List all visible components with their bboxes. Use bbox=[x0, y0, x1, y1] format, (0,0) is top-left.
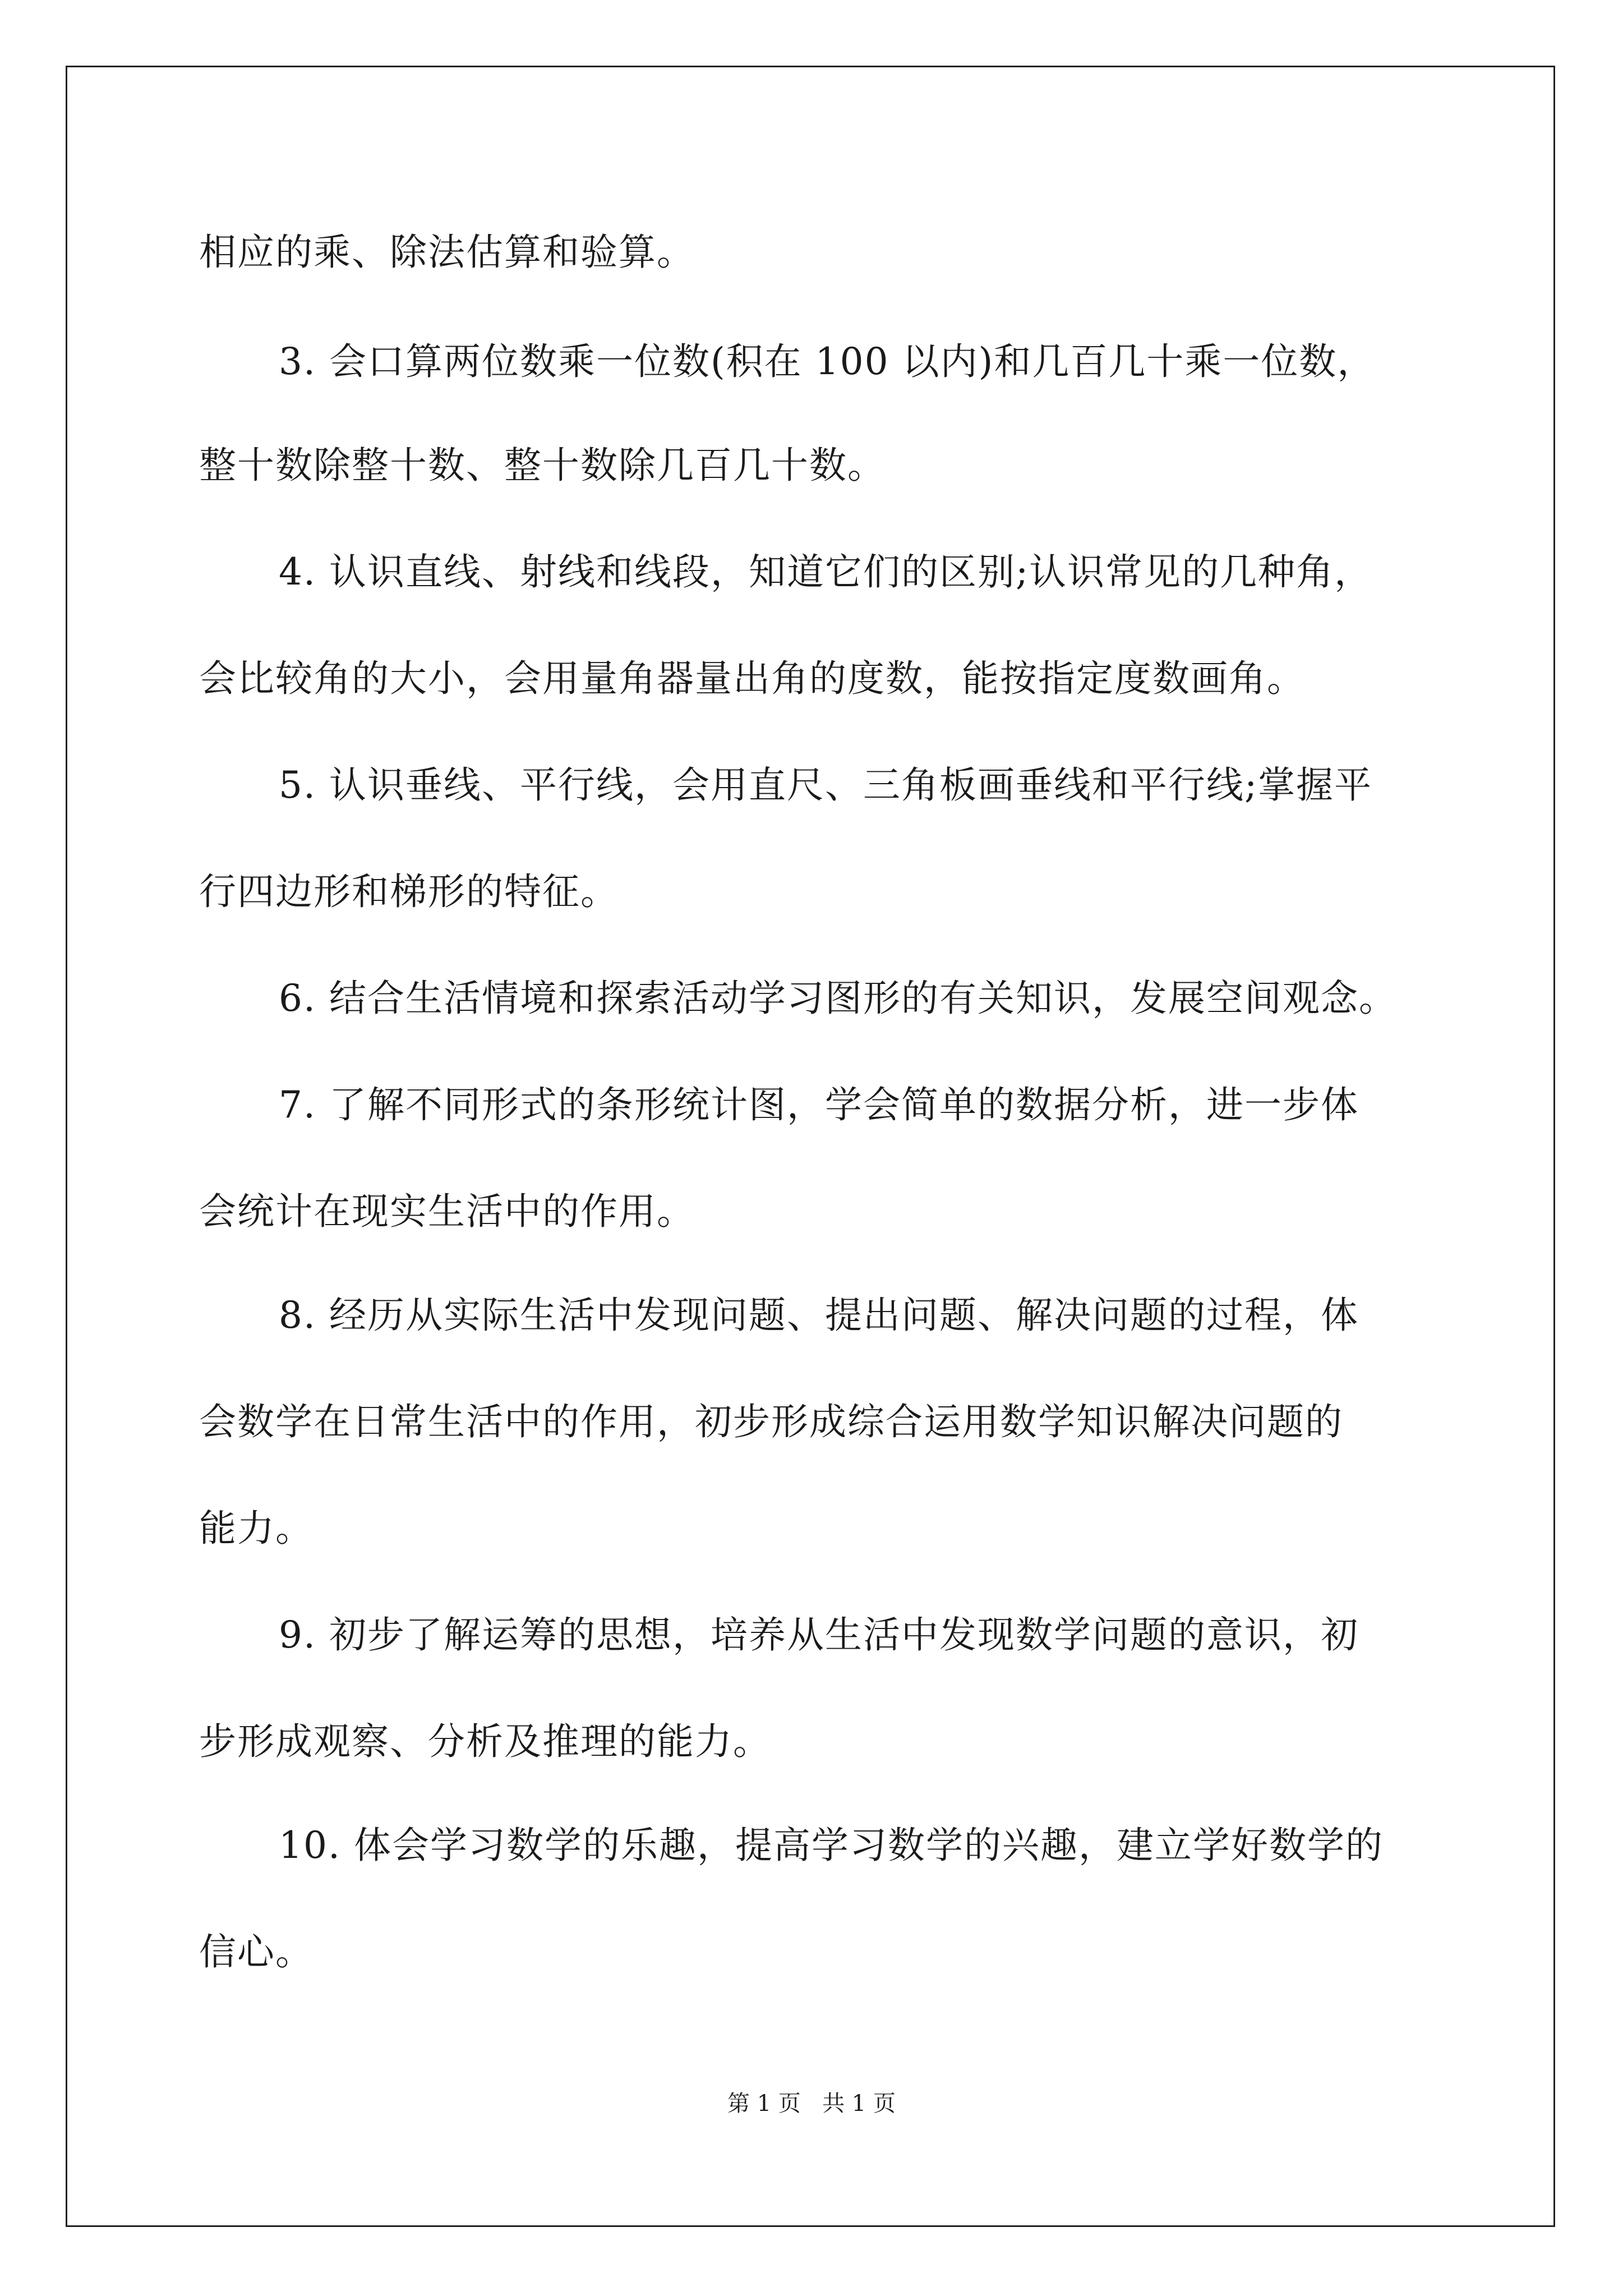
page-border bbox=[66, 66, 1555, 2227]
text-line: 步形成观察、分析及推理的能力。 bbox=[199, 1720, 771, 1763]
text-line: 8. 经历从实际生活中发现问题、提出问题、解决问题的过程，体 bbox=[279, 1294, 1359, 1337]
text-line: 行四边形和梯形的特征。 bbox=[199, 870, 619, 913]
text-line: 会数学在日常生活中的作用，初步形成综合运用数学知识解决问题的 bbox=[199, 1400, 1343, 1443]
text-line: 9. 初步了解运筹的思想，培养从生活中发现数学问题的意识，初 bbox=[279, 1613, 1359, 1657]
text-line: 10. 体会学习数学的乐趣，提高学习数学的兴趣，建立学好数学的 bbox=[279, 1824, 1384, 1867]
text-line: 相应的乘、除法估算和验算。 bbox=[199, 231, 695, 274]
text-line: 整十数除整十数、整十数除几百几十数。 bbox=[199, 444, 886, 487]
text-line: 能力。 bbox=[199, 1507, 313, 1550]
text-line: 3. 会口算两位数乘一位数(积在 100 以内)和几百几十乘一位数， bbox=[279, 340, 1376, 383]
text-line: 7. 了解不同形式的条形统计图，学会简单的数据分析，进一步体 bbox=[279, 1083, 1359, 1126]
page-footer: 第 1 页 共 1 页 bbox=[727, 2091, 896, 2116]
text-line: 4. 认识直线、射线和线段，知道它们的区别;认识常见的几种角， bbox=[279, 550, 1373, 593]
text-line: 6. 结合生活情境和探索活动学习图形的有关知识，发展空间观念。 bbox=[279, 977, 1397, 1020]
text-line: 会统计在现实生活中的作用。 bbox=[199, 1190, 695, 1233]
text-line: 会比较角的大小，会用量角器量出角的度数，能按指定度数画角。 bbox=[199, 657, 1305, 700]
text-line: 5. 认识垂线、平行线，会用直尺、三角板画垂线和平行线;掌握平 bbox=[279, 763, 1373, 807]
text-line: 信心。 bbox=[199, 1930, 313, 1973]
